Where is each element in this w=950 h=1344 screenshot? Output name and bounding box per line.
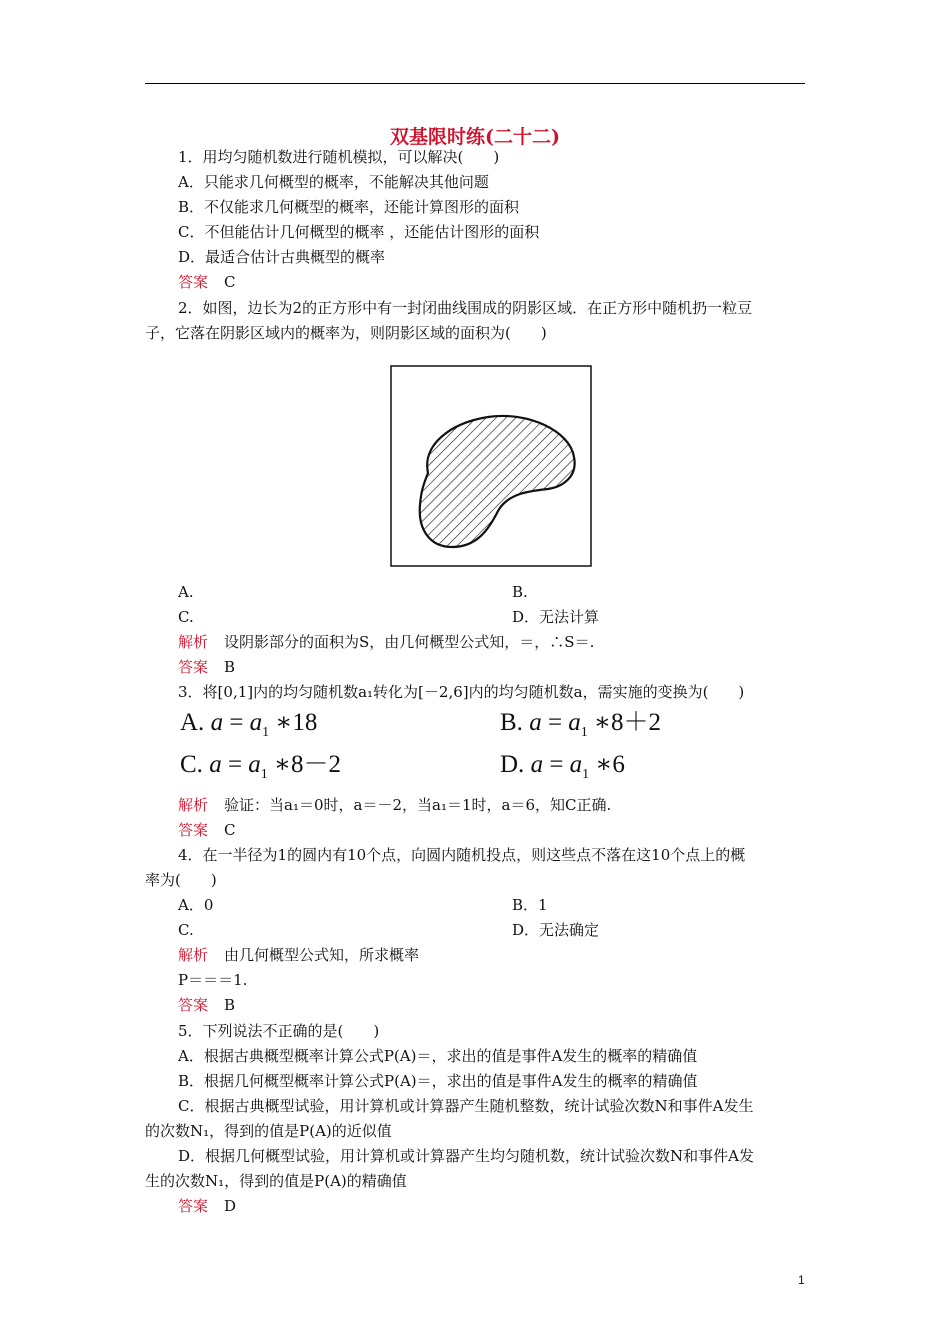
q3-c-var: a <box>209 751 222 778</box>
q3-d-rest: ∗6 <box>595 751 625 778</box>
q3-option-b <box>500 708 661 748</box>
q5-option-d-line2: 生的次数N₁，得到的值是P(A)的精确值 <box>145 1172 407 1190</box>
q1-option-d: D．最适合估计古典概型的概率 <box>178 248 386 266</box>
q3-a-var: a <box>210 709 224 736</box>
q4-stem-line1: 4．在一半径为1的圆内有10个点，向圆内随机投点，则这些点不落在这10个点上的概 <box>178 846 746 864</box>
q5-option-c-line2: 的次数N₁，得到的值是P(A)的近似值 <box>145 1122 392 1140</box>
answer-tag: 答案 <box>178 1197 209 1215</box>
answer-tag: 答案 <box>178 996 209 1014</box>
q2-stem-line1: 2．如图，边长为2的正方形中有一封闭曲线围成的阴影区域．在正方形中随机扔一粒豆 <box>178 299 753 317</box>
q3-d-var: a <box>530 751 544 778</box>
q3-d-sub: 1 <box>582 767 590 782</box>
q2-option-b: B. <box>512 583 528 601</box>
q3-c-var1: a <box>248 751 261 778</box>
q4-analysis <box>178 945 419 965</box>
q3-stem: 3．将[0,1]内的均匀随机数a₁转化为[－2,6]内的均匀随机数a，需实施的变换为( ) <box>178 683 745 701</box>
q3-analysis <box>178 795 611 815</box>
q2-analysis-text: 设阴影部分的面积为S，由几何概型公式知，＝，∴S＝. <box>224 633 595 651</box>
q3-b-sub: 1 <box>580 725 588 740</box>
q3-answer <box>178 820 236 840</box>
q2-option-a: A. <box>178 583 194 601</box>
q3-b-var1: a <box>568 709 581 736</box>
q1-stem: 1．用均匀随机数进行随机模拟，可以解决( ) <box>178 148 500 166</box>
q3-a-eq: = <box>229 709 244 736</box>
answer-tag: 答案 <box>178 821 209 839</box>
q3-option-d <box>500 750 625 790</box>
q3-d-var1: a <box>569 751 583 778</box>
q2-option-d: D．无法计算 <box>512 608 600 626</box>
page-number: 1 <box>798 1273 805 1287</box>
q3-b-eq: = <box>547 709 563 736</box>
q5-stem: 5．下列说法不正确的是( ) <box>178 1022 380 1040</box>
q1-answer-value: C <box>224 273 236 291</box>
q3-a-sub: 1 <box>262 725 270 740</box>
q5-option-d-line1: D．根据几何概型试验，用计算机或计算器产生均匀随机数，统计试验次数N和事件A发 <box>178 1147 754 1165</box>
q4-option-a: A．0 <box>178 896 214 914</box>
answer-tag: 答案 <box>178 658 209 676</box>
q5-answer <box>178 1196 236 1216</box>
answer-tag: 答案 <box>178 273 209 291</box>
q3-b-var: a <box>529 709 542 736</box>
q4-formula: P＝＝＝1. <box>178 971 248 989</box>
header-rule <box>145 83 805 84</box>
q2-answer <box>178 657 235 677</box>
q2-option-c: C. <box>178 608 194 626</box>
q3-option-c <box>180 750 341 790</box>
q3-a-rest: ∗18 <box>275 709 318 736</box>
q4-option-c: C. <box>178 921 194 939</box>
q3-c-sub: 1 <box>260 767 268 782</box>
q4-option-b: B．1 <box>512 896 548 914</box>
q3-answer-value: C <box>224 821 236 839</box>
page-title: 双基限时练(二十二) <box>390 126 560 148</box>
q4-option-d: D．无法确定 <box>512 921 600 939</box>
q4-analysis-text: 由几何概型公式知，所求概率 <box>224 946 420 964</box>
q3-b-label: B. <box>500 709 523 736</box>
square-shaded-region-figure <box>390 365 592 567</box>
q3-option-a <box>180 708 317 748</box>
q5-option-a: A．根据古典概型概率计算公式P(A)＝，求出的值是事件A发生的概率的精确值 <box>178 1047 698 1065</box>
q1-option-b: B．不仅能求几何概型的概率，还能计算图形的面积 <box>178 198 520 216</box>
q3-a-var1: a <box>249 709 263 736</box>
q3-b-rest: ∗8＋2 <box>594 709 662 736</box>
analysis-tag: 解析 <box>178 633 209 651</box>
q3-c-label: C. <box>180 751 203 778</box>
q1-option-c: C．不但能估计几何概型的概率 ，还能估计图形的面积 <box>178 223 540 241</box>
analysis-tag: 解析 <box>178 946 209 964</box>
q3-d-label: D. <box>500 751 525 778</box>
q3-d-eq: = <box>549 751 564 778</box>
analysis-tag: 解析 <box>178 796 209 814</box>
q1-answer <box>178 272 236 292</box>
q2-stem-line2: 子，它落在阴影区域内的概率为，则阴影区域的面积为( ) <box>145 324 547 342</box>
q2-answer-value: B <box>224 658 236 676</box>
q4-answer-value: B <box>224 996 236 1014</box>
q4-stem-line2: 率为( ) <box>145 871 217 889</box>
q3-c-rest: ∗8－2 <box>274 751 342 778</box>
q1-option-a: A．只能求几何概型的概率，不能解决其他问题 <box>178 173 489 191</box>
q2-analysis <box>178 632 594 652</box>
q3-a-label: A. <box>180 709 205 736</box>
q3-c-eq: = <box>227 751 243 778</box>
q5-option-b: B．根据几何概型概率计算公式P(A)＝，求出的值是事件A发生的概率的精确值 <box>178 1072 698 1090</box>
q4-answer <box>178 995 235 1015</box>
q3-analysis-text: 验证：当a₁＝0时，a＝－2，当a₁＝1时，a＝6，知C正确. <box>224 796 612 814</box>
q5-option-c-line1: C．根据古典概型试验，用计算机或计算器产生随机整数，统计试验次数N和事件A发生 <box>178 1097 754 1115</box>
q5-answer-value: D <box>224 1197 237 1215</box>
